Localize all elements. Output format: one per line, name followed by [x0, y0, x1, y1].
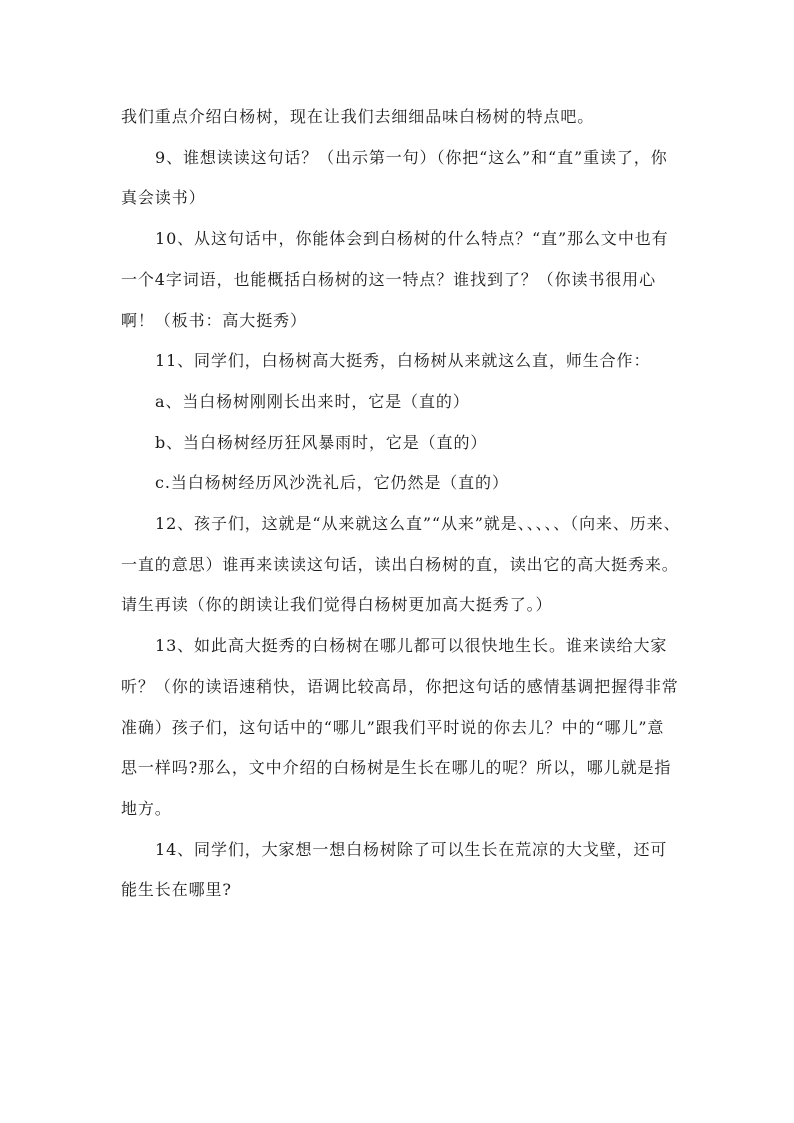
paragraph-item-14: 14、同学们，大家想一想白杨树除了可以生长在荒凉的大戈壁，还可能生长在哪里?	[121, 839, 668, 900]
document-body	[121, 97, 681, 911]
paragraph-item-11a: a、当白杨树刚刚长出来时，它是（直的）	[155, 391, 470, 411]
paragraph-intro: 我们重点介绍白杨树，现在让我们去细细品味白杨树的特点吧。	[121, 107, 595, 126]
paragraph-item-10: 10、从这句话中，你能体会到白杨树的什么特点？“直”那么文中也有一个4字词语，也能概括白杨树的这一特点？谁找到了？（你读书很用心啊！（板书：高大挺秀）	[121, 229, 669, 330]
paragraph-item-11c: c.当白杨树经历风沙洗礼后，它仍然是（直的）	[155, 473, 509, 493]
paragraph-item-11b: b、当白杨树经历狂风暴雨时，它是（直的）	[155, 432, 488, 452]
paragraph-item-9: 9、谁想读读这句话？（出示第一句）（你把“这么”和“直”重读了，你真会读书）	[121, 147, 668, 208]
paragraph-item-13: 13、如此高大挺秀的白杨树在哪儿都可以很快地生长。谁来读给大家听？（你的读语速稍快，语调比较高昂，你把这句话的感情基调把握得非常准确）孩子们，这句话中的“哪儿”跟我们平时说的你去儿？中的“哪儿”意思一样吗?那么，文中介绍的白杨树是生长在哪儿的呢？所以，哪儿就是指地方。	[121, 636, 679, 818]
paragraph-item-12: 12、孩子们，这就是“从来就这么直”“从来”就是、、、、、（向来、历来、一直的意思）谁再来读读这句话，读出白杨树的直，读出它的高大挺秀来。请生再读（你的朗读让我们觉得白杨树更加高大挺秀了。）	[121, 514, 681, 615]
paragraph-item-11: 11、同学们，白杨树高大挺秀，白杨树从来就这么直，师生合作：	[155, 351, 651, 371]
